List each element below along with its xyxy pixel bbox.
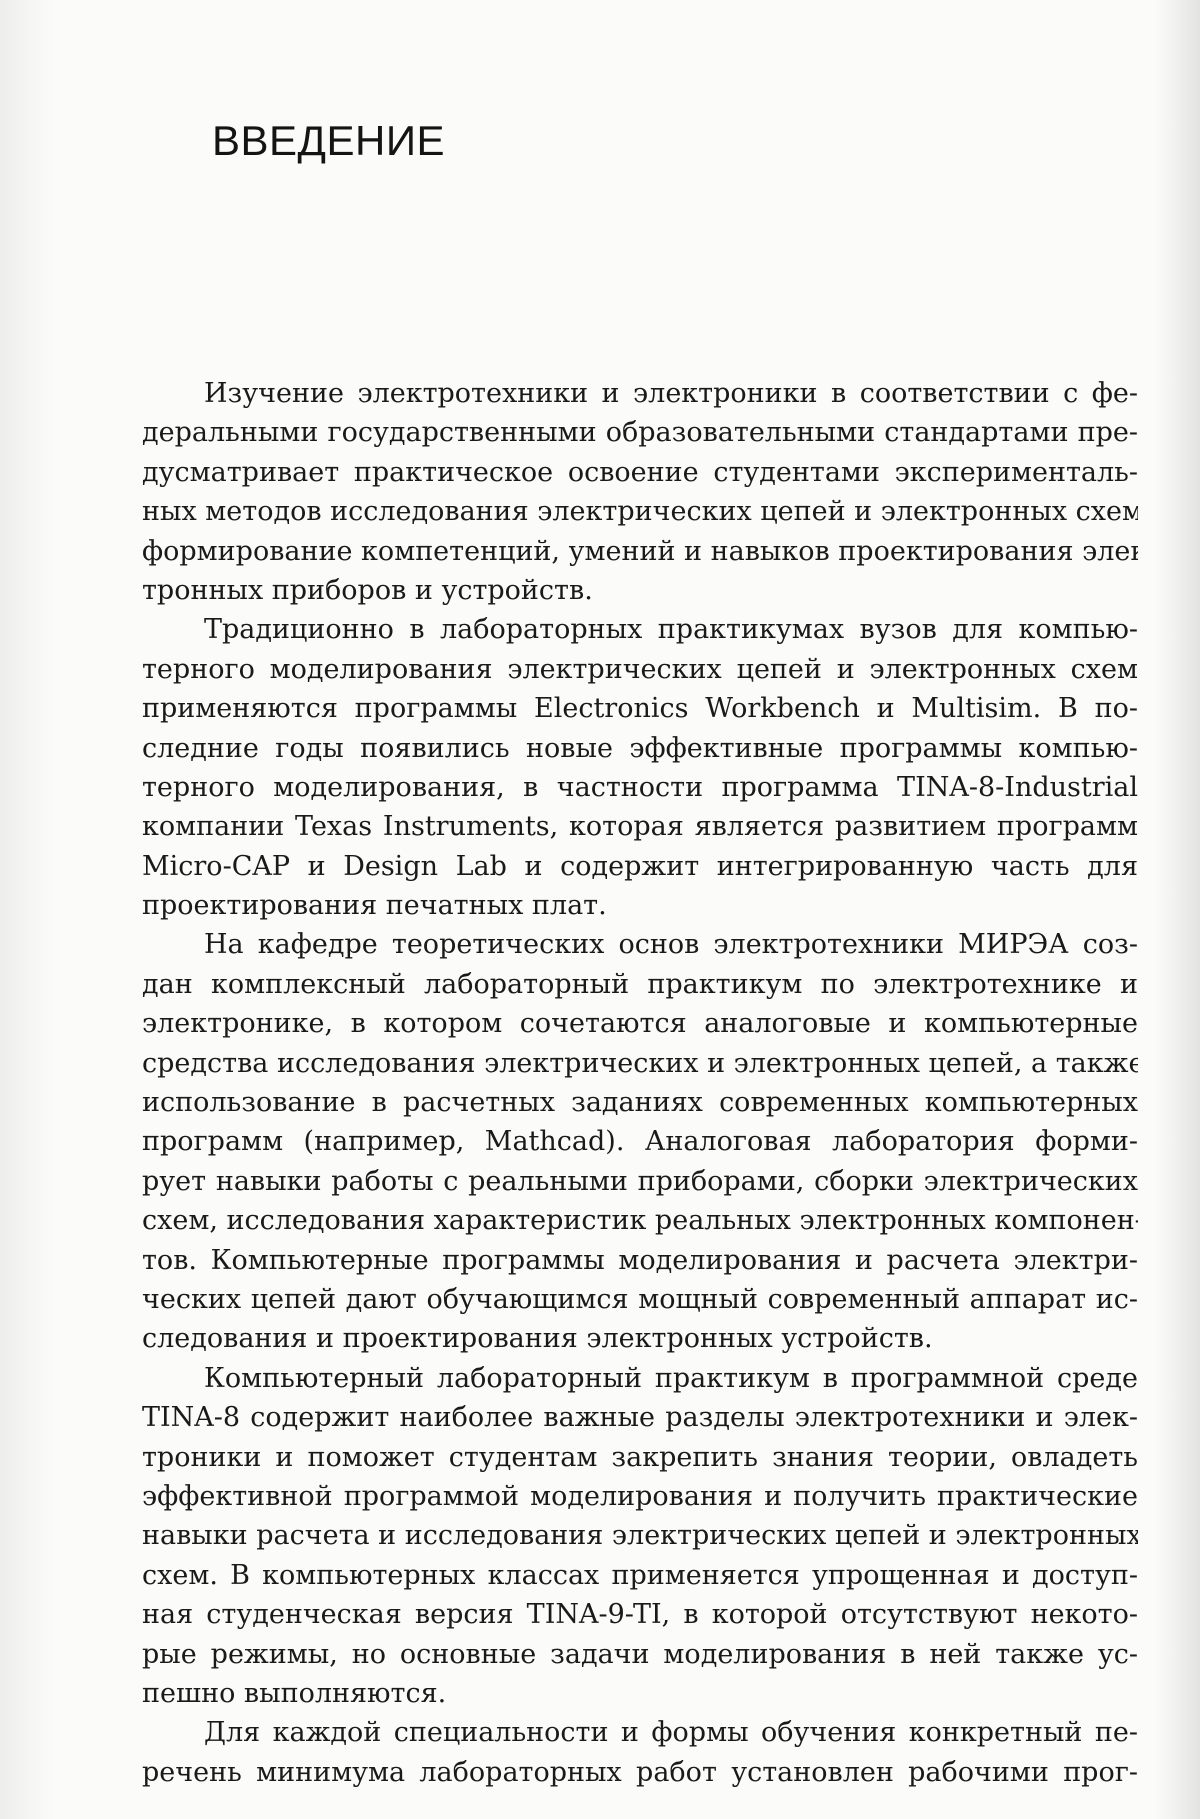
text-line: программ (например, Mathcad). Аналоговая лаборатория форми- bbox=[142, 1122, 1138, 1161]
paragraph bbox=[142, 610, 1138, 925]
text-line: терного моделирования электрических цепей и электронных схем bbox=[142, 650, 1138, 689]
text-line: деральными государственными образовательными стандартами пре- bbox=[142, 413, 1138, 452]
text-line: компании Texas Instruments, которая является развитием программ bbox=[142, 807, 1138, 846]
text-line: навыки расчета и исследования электрических цепей и электронных bbox=[142, 1516, 1138, 1555]
text-line: пешно выполняются. bbox=[142, 1674, 1138, 1713]
text-line: рые режимы, но основные задачи моделирования в ней также ус- bbox=[142, 1635, 1138, 1674]
text-line: проектирования печатных плат. bbox=[142, 886, 1138, 925]
text-line: Традиционно в лабораторных практикумах вузов для компью- bbox=[142, 610, 1138, 649]
text-line: дан комплексный лабораторный практикум по электротехнике и bbox=[142, 965, 1138, 1004]
text-line: рует навыки работы с реальными приборами, сборки электрических bbox=[142, 1162, 1138, 1201]
text-line: ческих цепей дают обучающимся мощный современный аппарат ис- bbox=[142, 1280, 1138, 1319]
paragraph bbox=[142, 925, 1138, 1358]
text-line: схем, исследования характеристик реальных электронных компонен- bbox=[142, 1201, 1138, 1240]
scan-shadow-right bbox=[1154, 0, 1200, 1819]
text-line: Компьютерный лабораторный практикум в программной среде bbox=[142, 1359, 1138, 1398]
text-line: эффективной программой моделирования и получить практические bbox=[142, 1477, 1138, 1516]
text-line: Изучение электротехники и электроники в соответствии с фе- bbox=[142, 374, 1138, 413]
paragraph bbox=[142, 374, 1138, 610]
text-line: использование в расчетных заданиях современных компьютерных bbox=[142, 1083, 1138, 1122]
text-line: ная студенческая версия TINA-9-TI, в которой отсутствуют некото- bbox=[142, 1595, 1138, 1634]
text-line: следования и проектирования электронных устройств. bbox=[142, 1319, 1138, 1358]
scan-shadow-left bbox=[0, 0, 58, 1819]
book-page bbox=[0, 0, 1200, 1819]
text-line: дусматривает практическое освоение студентами эксперименталь- bbox=[142, 453, 1138, 492]
text-line: речень минимума лабораторных работ установлен рабочими прог- bbox=[142, 1753, 1138, 1792]
text-line: схем. В компьютерных классах применяется упрощенная и доступ- bbox=[142, 1556, 1138, 1595]
text-line: Для каждой специальности и формы обучения конкретный пе- bbox=[142, 1713, 1138, 1752]
text-line: средства исследования электрических и электронных цепей, а также bbox=[142, 1044, 1138, 1083]
text-line: терного моделирования, в частности программа TINA-8-Industrial bbox=[142, 768, 1138, 807]
text-line: формирование компетенций, умений и навыков проектирования элек- bbox=[142, 532, 1138, 571]
text-line: применяются программы Electronics Workbench и Multisim. В по- bbox=[142, 689, 1138, 728]
text-line: На кафедре теоретических основ электротехники МИРЭА соз- bbox=[142, 925, 1138, 964]
text-line: следние годы появились новые эффективные программы компью- bbox=[142, 729, 1138, 768]
text-line: троники и поможет студентам закрепить знания теории, овладеть bbox=[142, 1438, 1138, 1477]
text-line: тов. Компьютерные программы моделирования и расчета электри- bbox=[142, 1241, 1138, 1280]
text-line: электронике, в котором сочетаются аналоговые и компьютерные bbox=[142, 1004, 1138, 1043]
text-line: ных методов исследования электрических цепей и электронных схем, bbox=[142, 492, 1138, 531]
chapter-title: ВВЕДЕНИЕ bbox=[212, 120, 445, 162]
paragraph bbox=[142, 1713, 1138, 1792]
text-line: TINA-8 содержит наиболее важные разделы электротехники и элек- bbox=[142, 1398, 1138, 1437]
paragraph bbox=[142, 1359, 1138, 1714]
body-text bbox=[142, 374, 1138, 1792]
text-line: тронных приборов и устройств. bbox=[142, 571, 1138, 610]
text-line: Micro-CAP и Design Lab и содержит интегрированную часть для bbox=[142, 847, 1138, 886]
